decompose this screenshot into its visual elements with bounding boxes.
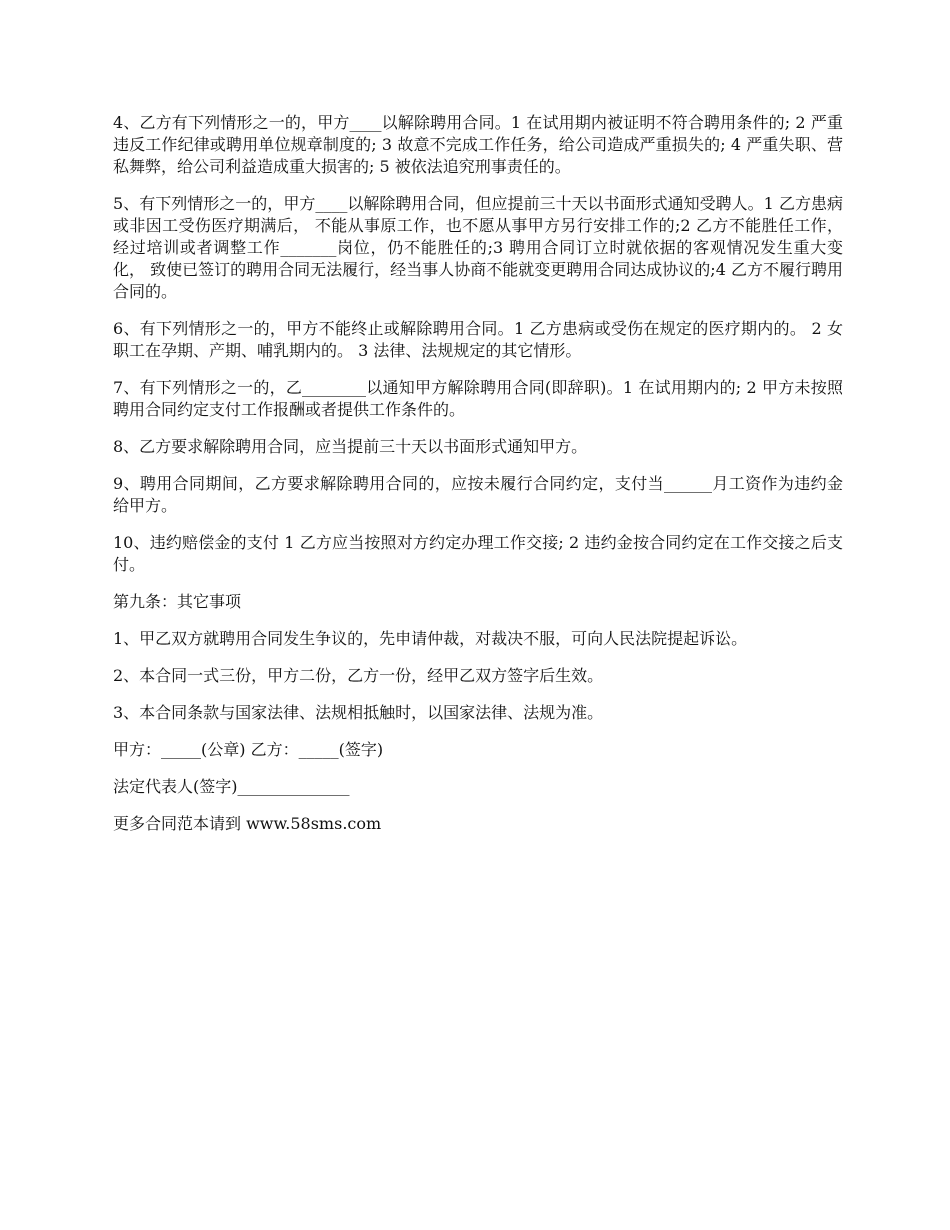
clause-7-paragraph: 7、有下列情形之一的，乙________以通知甲方解除聘用合同(即辞职)。1 在试用期内的; 2 甲方未按照聘用合同约定支付工作报酬或者提供工作条件的。 <box>113 378 843 419</box>
other-item-1-paragraph: 1、甲乙双方就聘用合同发生争议的，先申请仲裁，对裁决不服，可向人民法院提起诉讼。 <box>113 629 748 648</box>
section-nine-heading: 第九条：其它事项 <box>113 592 242 611</box>
other-item-3-paragraph: 3、本合同条款与国家法律、法规相抵触时，以国家法律、法规为准。 <box>113 703 604 722</box>
clause-10-paragraph: 10、违约赔偿金的支付 1 乙方应当按照对方约定办理工作交接; 2 违约金按合同约定在工作交接之后支付。 <box>113 533 843 574</box>
clause-6-paragraph: 6、有下列情形之一的，甲方不能终止或解除聘用合同。1 乙方患病或受伤在规定的医疗期内的。 2 女职工在孕期、产期、哺乳期内的。 3 法律、法规规定的其它情形。 <box>113 319 843 360</box>
clause-9-paragraph: 9、聘用合同期间，乙方要求解除聘用合同的，应按未履行合同约定，支付当______月工资作为违约金给甲方。 <box>113 474 843 515</box>
clause-5-paragraph: 5、有下列情形之一的，甲方____以解除聘用合同，但应提前三十天以书面形式通知受聘人。1 乙方患病或非因工受伤医疗期满后， 不能从事原工作，也不愿从事甲方另行安排工作的;2 乙方不能胜任工作， 经过培训或者调整工作_______岗位，仍不能胜任的;3 聘用合同订立时就依据的客观情况发生重大变化， 致使已签订的聘用合同无法履行，经当事人协商不能就变更聘用合同达成协议的;4 乙方不履行聘用合同的。 <box>113 194 843 301</box>
footer-more-templates-line: 更多合同范本请到 www.58sms.com <box>113 814 382 833</box>
signature-parties-line: 甲方：_____(公章) 乙方：_____(签字) <box>113 740 384 759</box>
legal-representative-line: 法定代表人(签字)______________ <box>113 777 350 796</box>
clause-8-paragraph: 8、乙方要求解除聘用合同，应当提前三十天以书面形式通知甲方。 <box>113 437 588 456</box>
clause-4-paragraph: 4、乙方有下列情形之一的，甲方____以解除聘用合同。1 在试用期内被证明不符合聘用条件的; 2 严重违反工作纪律或聘用单位规章制度的; 3 故意不完成工作任务，给公司造成严重损失的; 4 严重失职、营私舞弊，给公司利益造成重大损害的; 5 被依法追究刑事责任的。 <box>113 113 843 176</box>
document-body <box>113 112 843 850</box>
other-item-2-paragraph: 2、本合同一式三份，甲方二份，乙方一份，经甲乙双方签字后生效。 <box>113 666 604 685</box>
